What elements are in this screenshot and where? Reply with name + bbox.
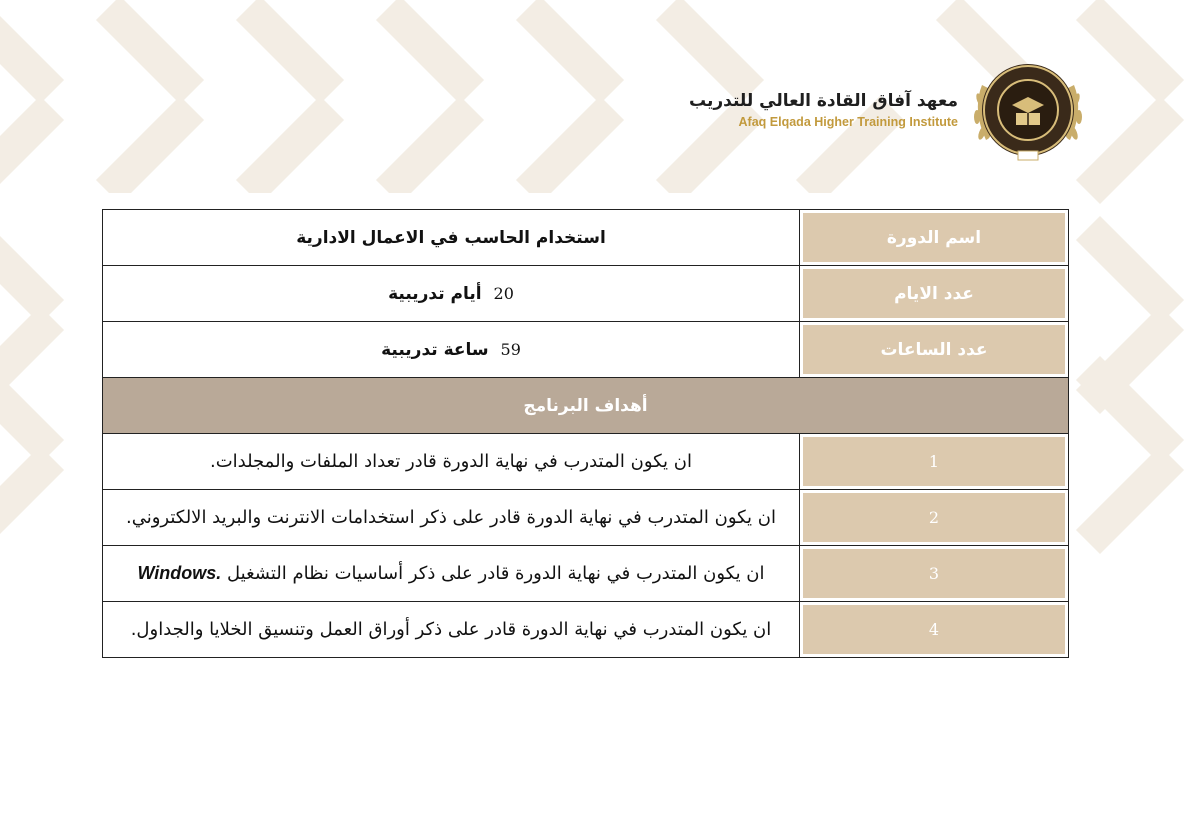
course-name-text: استخدام الحاسب في الاعمال الادارية: [296, 227, 606, 248]
objective-text: [103, 490, 800, 546]
course-hours-value: [103, 322, 800, 378]
objective-text: [103, 546, 800, 602]
objective-index: 2: [800, 490, 1069, 546]
course-days-value: [103, 266, 800, 322]
objective-row: [103, 490, 1069, 546]
objective-text: [103, 434, 800, 490]
course-row-hours: [103, 322, 1069, 378]
objective-text-windows: Windows.: [137, 563, 222, 583]
objective-index: 4: [800, 602, 1069, 658]
objective-text-body: ان يكون المتدرب في نهاية الدورة قادر على ذكر أوراق العمل وتنسيق الخلايا والجداول.: [130, 619, 772, 640]
course-days-unit: أيام تدريبية: [388, 283, 482, 304]
institute-seal-icon: [968, 55, 1088, 165]
objective-text-body: ان يكون المتدرب في نهاية الدورة قادر على ذكر استخدامات الانترنت والبريد الالكتروني.: [125, 507, 777, 528]
page-header: [689, 55, 1088, 165]
course-hours-label: عدد الساعات: [800, 322, 1069, 378]
objectives-title: أهداف البرنامج: [103, 378, 1069, 434]
course-days-number: 20: [493, 283, 514, 303]
course-hours-unit: ساعة تدريبية: [381, 339, 489, 360]
institute-name-english: Afaq Elqada Higher Training Institute: [738, 115, 958, 129]
course-row-days: [103, 266, 1069, 322]
course-info-table: [102, 209, 1069, 658]
objective-text-body: ان يكون المتدرب في نهاية الدورة قادر على ذكر أساسيات نظام التشغيل: [227, 563, 765, 584]
institute-name: [689, 91, 958, 129]
course-name-value: [103, 210, 800, 266]
course-name-label: اسم الدورة: [800, 210, 1069, 266]
objective-row: [103, 434, 1069, 490]
course-hours-number: 59: [500, 339, 521, 359]
objective-row: [103, 546, 1069, 602]
objectives-header-row: [103, 378, 1069, 434]
course-days-label: عدد الايام: [800, 266, 1069, 322]
objective-text: [103, 602, 800, 658]
institute-name-arabic: معهد آفاق القادة العالي للتدريب: [689, 91, 958, 111]
objective-row: [103, 602, 1069, 658]
objective-text-body: ان يكون المتدرب في نهاية الدورة قادر تعداد الملفات والمجلدات.: [209, 451, 693, 472]
objective-index: 3: [800, 546, 1069, 602]
objective-index: 1: [800, 434, 1069, 490]
course-row-name: [103, 210, 1069, 266]
